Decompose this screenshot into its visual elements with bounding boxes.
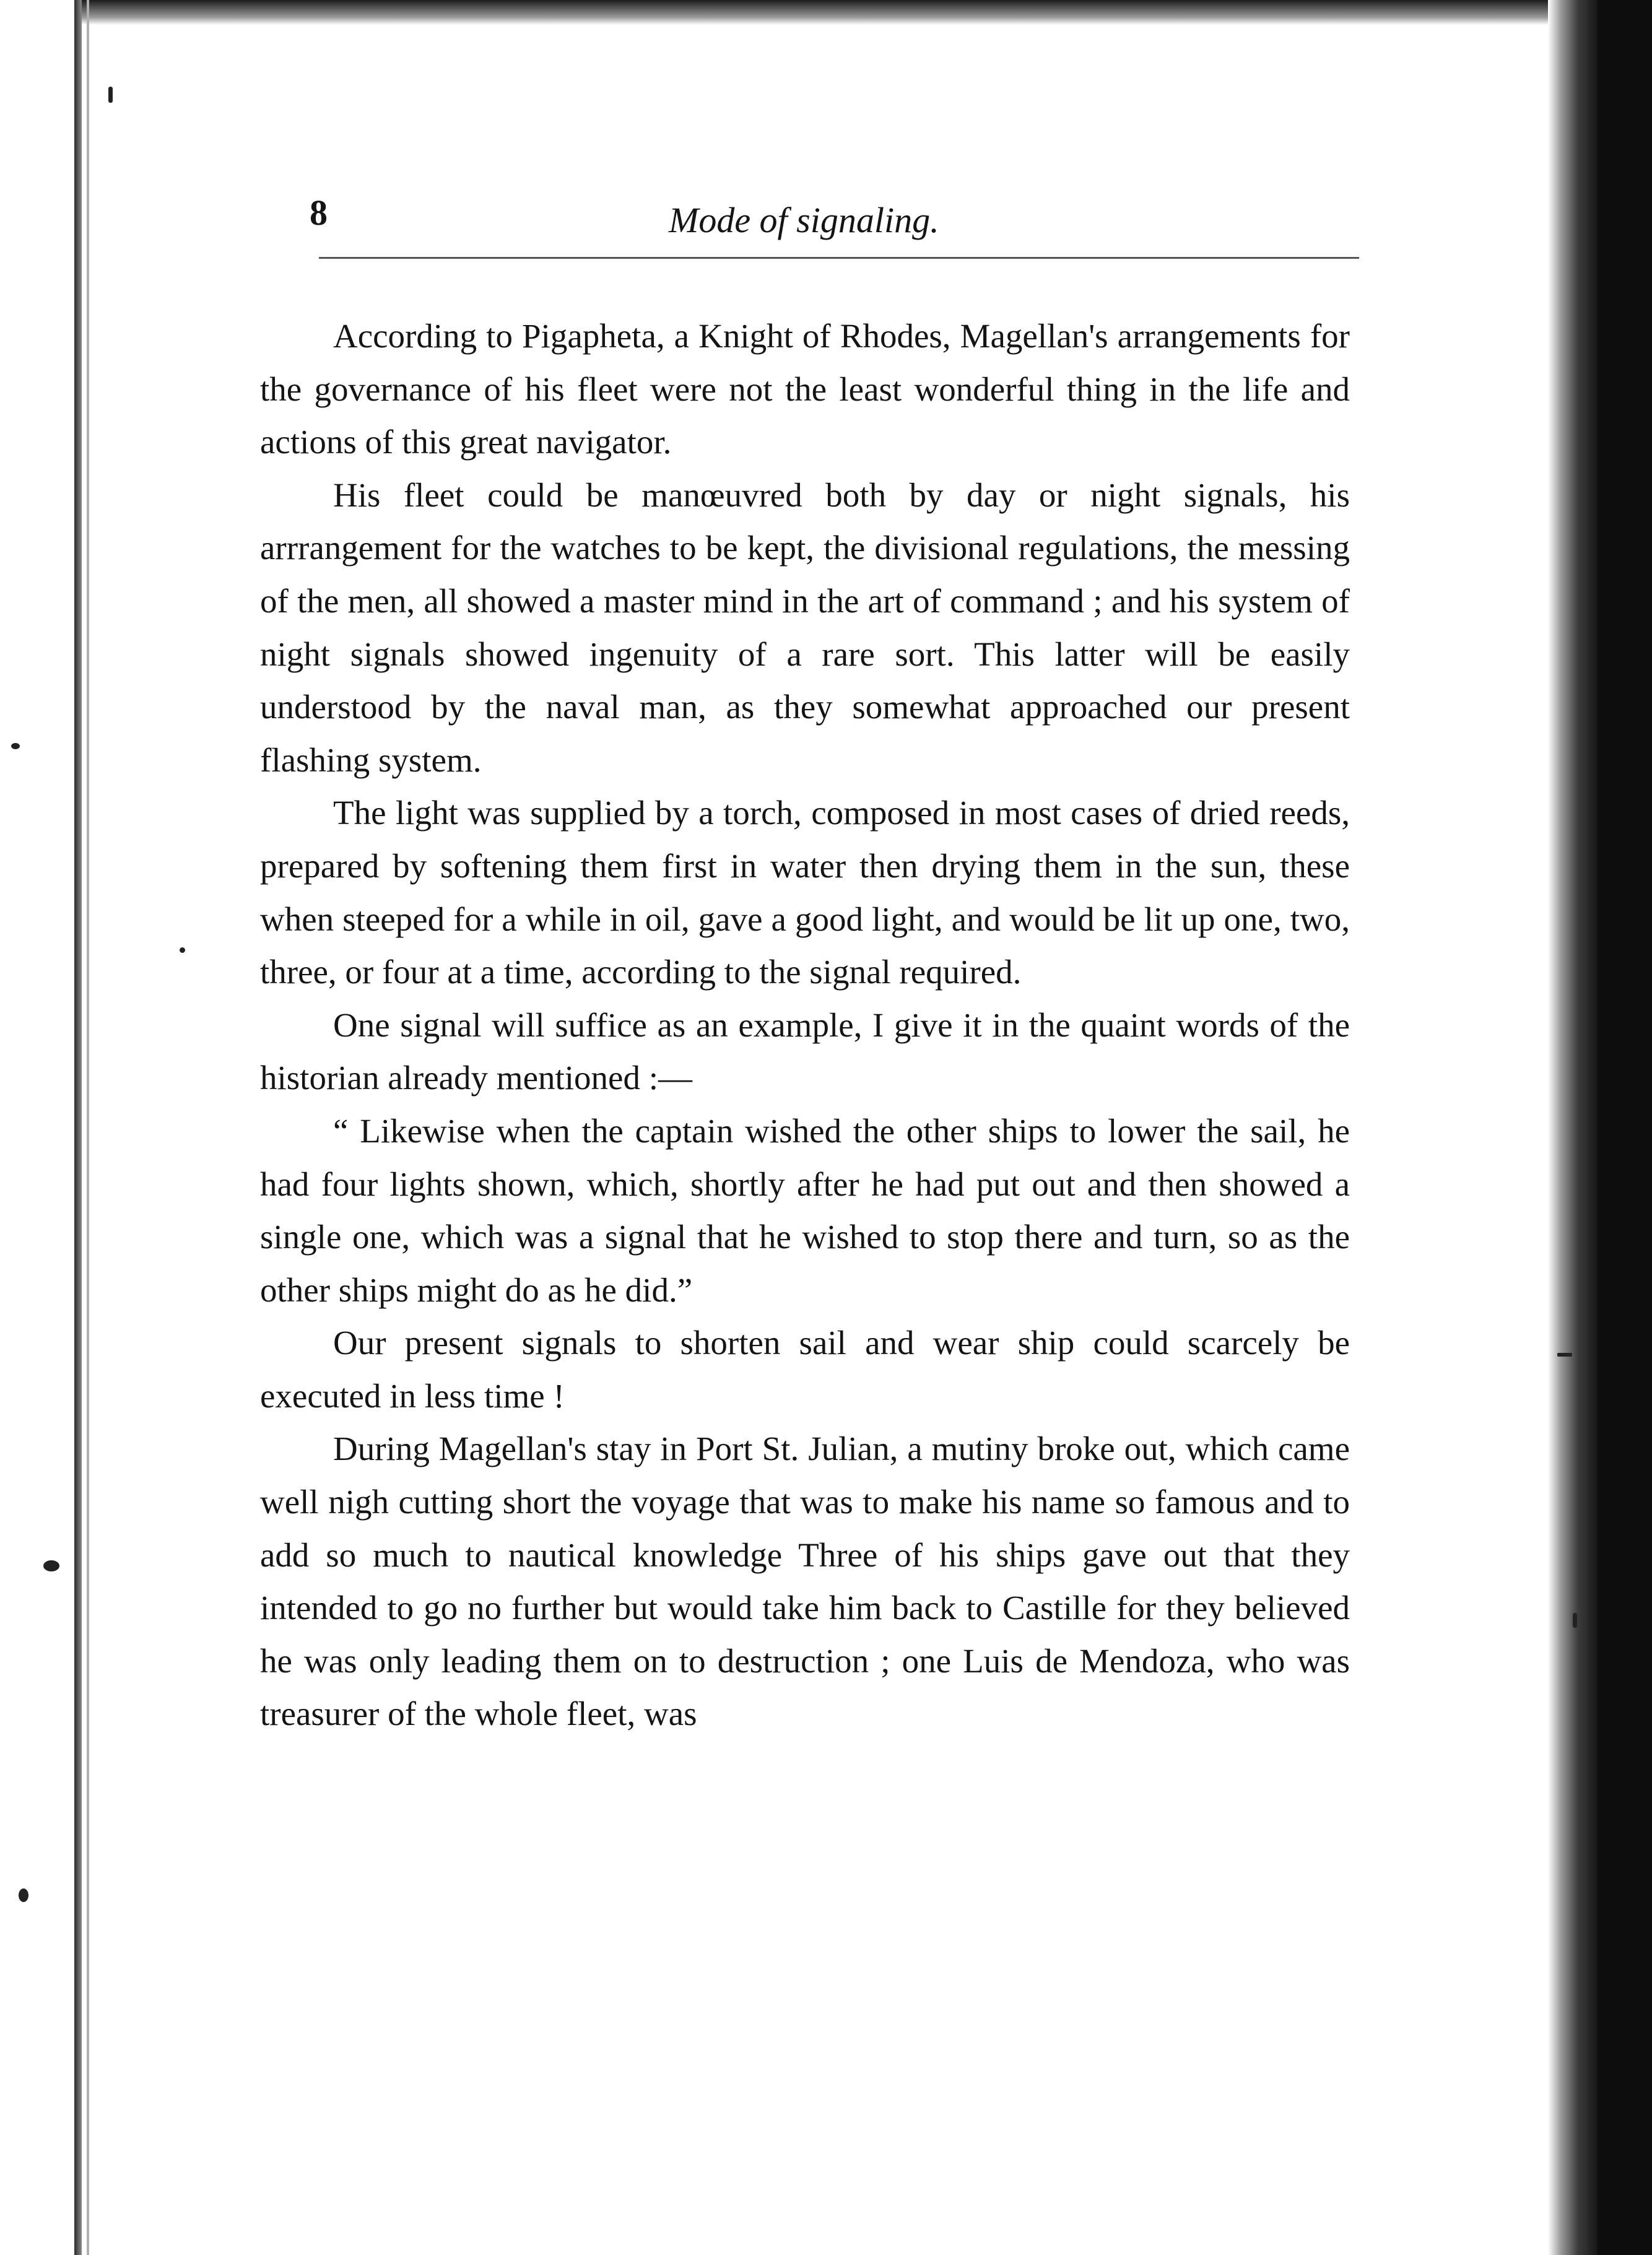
paragraph-6: Our present signals to shorten sail and wear ship could scarcely be executed in less time ! [260, 1324, 1350, 1415]
paragraph-7: During Magellan's stay in Port St. Julian, a mutiny broke out, which came well nigh cutting short the voyage that was to make his name so famous and to add so much to nautical knowledge Three of his ships gave out that they intended to go no further but would take him back to Castille for they believed he was only leading them on to destruction ; one Luis de Mendoza, who was treasurer of the whole fleet, was [260, 1430, 1350, 1733]
scan-top-edge [74, 0, 1560, 25]
paragraph-4: One signal will suffice as an example, I give it in the quaint words of the historian already mentioned :— [260, 1006, 1350, 1097]
scan-speck [1557, 1353, 1572, 1357]
scan-right-band [1598, 0, 1652, 2255]
paragraph-1: According to Pigapheta, a Knight of Rhodes, Magellan's arrangements for the governance of his fleet were not the least wonderful thing in the life and actions of this great navigator. [260, 317, 1350, 461]
page-header [310, 186, 1362, 254]
scan-speck [19, 1888, 28, 1902]
running-title: Mode of signaling. [669, 200, 939, 240]
scan-speck [108, 87, 113, 103]
scan-speck [180, 947, 185, 953]
scan-speck [1573, 1613, 1577, 1628]
paragraph-2: His fleet could be manœuvred both by day or night signals, his arrrangement for the watches to be kept, the divisional regulations, the messing of the men, all showed a master mind in the art of command ; and his system of night signals showed ingenuity of a rare sort. This latter will be easily understood by the naval man, as they somewhat approached our present flashing system. [260, 476, 1350, 779]
page-number: 8 [310, 193, 328, 233]
scan-right-shadow [1548, 0, 1598, 2255]
scan-left-edge [74, 0, 82, 2255]
scan-left-edge-line [87, 0, 89, 2255]
scan-speck [43, 1560, 59, 1571]
scan-speck [11, 743, 20, 749]
body-text [260, 310, 1350, 1740]
paragraph-5-quotation: “ Likewise when the captain wished the other ships to lower the sail, he had four lights shown, which, shortly after he had put out and then showed a single one, which was a signal that he wished to stop there and turn, so as the other ships might do as he did.” [260, 1111, 1350, 1309]
header-rule [319, 257, 1359, 259]
paragraph-3: The light was supplied by a torch, composed in most cases of dried reeds, prepared by softening them first in water then drying them in the sun, these when steeped for a while in oil, gave a good light, and would be lit up one, two, three, or four at a time, according to the signal required. [260, 794, 1350, 991]
